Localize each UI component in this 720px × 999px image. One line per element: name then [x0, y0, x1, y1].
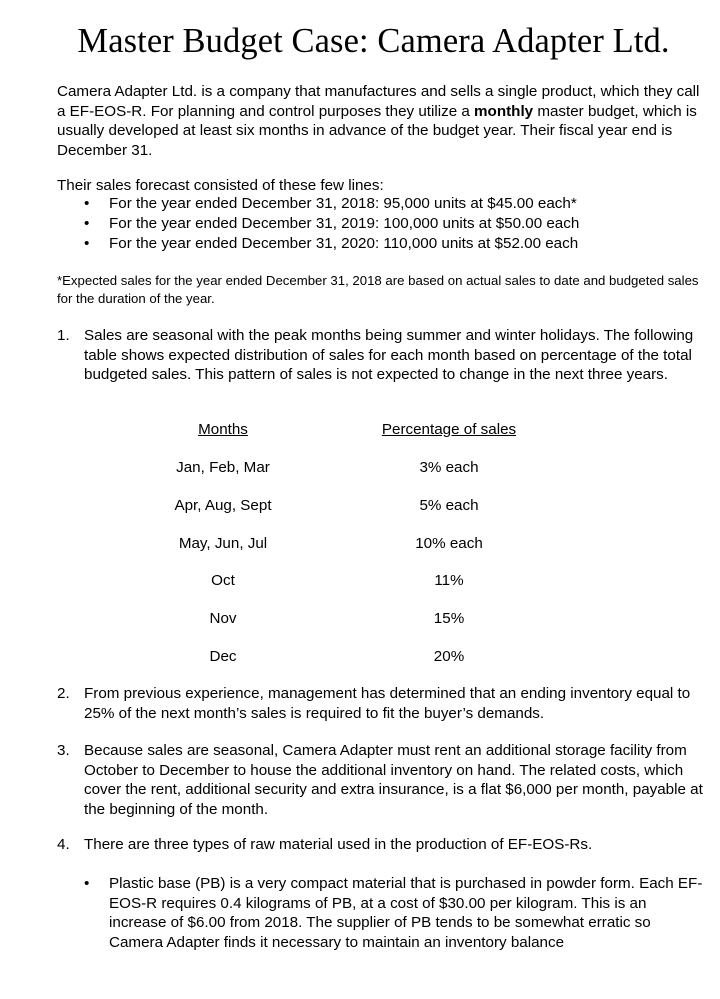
- forecast-line: For the year ended December 31, 2020: 110,000 units at $52.00 each: [109, 235, 579, 253]
- document-title: Master Budget Case: Camera Adapter Ltd.: [77, 22, 670, 60]
- item-number: 1.: [57, 327, 70, 344]
- item-text: From previous experience, management has determined that an ending inventory equal to 25% of the next month’s sales is required to fit the buyer’s demands.: [84, 685, 691, 722]
- table-cell-month: Jan, Feb, Mar: [176, 459, 270, 476]
- numbered-item-2: [57, 684, 707, 723]
- item-number: 4.: [57, 836, 70, 853]
- table-cell-percentage: 5% each: [419, 497, 479, 514]
- bullet-icon: •: [84, 195, 90, 212]
- forecast-footnote: *Expected sales for the year ended December 31, 2018 are based on actual sales to date and budgeted sales for the duration of the year.: [57, 273, 699, 306]
- numbered-item-1: [57, 326, 707, 385]
- list-item: [57, 874, 707, 952]
- item-text: There are three types of raw material used in the production of EF-EOS-Rs.: [84, 836, 593, 853]
- table-cell-month: Nov: [209, 610, 237, 627]
- table-header-months: [140, 421, 306, 438]
- table-cell-percentage: 10% each: [415, 535, 483, 552]
- bullet-icon: •: [84, 875, 90, 892]
- numbered-item-3: [57, 741, 707, 819]
- bullet-icon: •: [84, 235, 90, 253]
- intro-bold-word: monthly: [474, 102, 534, 120]
- forecast-line: For the year ended December 31, 2019: 100,000 units at $50.00 each: [109, 215, 580, 233]
- table-cell-percentage: 3% each: [419, 459, 479, 476]
- forecast-lead: Their sales forecast consisted of these few lines:: [57, 177, 384, 194]
- intro-text-start: Camera Adapter Ltd. is a company that manufactures and sells a single product, which they call a: [57, 83, 700, 120]
- forecast-list: [57, 194, 707, 255]
- table-cell-month: Oct: [211, 572, 235, 589]
- table-cell-month: Apr, Aug, Sept: [174, 497, 272, 514]
- header-label: Percentage of sales: [381, 421, 517, 438]
- table-header-percentage: [348, 421, 550, 438]
- item-number: 3.: [57, 742, 70, 759]
- table-cell-percentage: 20%: [433, 648, 465, 665]
- table-cell-month: May, Jun, Jul: [178, 535, 268, 552]
- forecast-line: For the year ended December 31, 2018: 95,000 units at $45.00 each*: [109, 195, 577, 212]
- material-text: Plastic base (PB) is a very compact material that is purchased in powder form. Each EF-EOS-R requires 0.4 kilograms of PB, at a cost of $30.00 per kilogram. This is an increase of $6.00 from 2018. The supplier of PB tends to be somewhat erratic so Camera Adapter finds it necessary to maintain an inventory balance: [109, 875, 703, 951]
- product-name: EF-EOS-R: [69, 102, 143, 120]
- bullet-icon: •: [84, 215, 90, 233]
- header-label: Months: [198, 421, 248, 438]
- list-item: [57, 214, 707, 234]
- list-item: [57, 234, 707, 254]
- list-item: [57, 194, 707, 214]
- item-text: Sales are seasonal with the peak months being summer and winter holidays. The following table shows expected distribution of sales for each month based on percentage of the total budgeted sales. This pattern of sales is not expected to change in the next three years.: [84, 327, 694, 384]
- material-list: [57, 874, 707, 952]
- item-text: Because sales are seasonal, Camera Adapter must rent an additional storage facility from October to December to house the additional inventory on hand. The related costs, which cover the rent, additional security and extra insurance, is a flat $6,000 per month, payable at the beginning of the month.: [84, 742, 703, 818]
- intro-paragraph: [57, 82, 707, 160]
- table-cell-percentage: 11%: [434, 572, 464, 589]
- table-cell-percentage: 15%: [433, 610, 465, 627]
- table-cell-month: Dec: [209, 648, 237, 665]
- intro-text-middle: . For planning and control purposes they utilize a: [142, 102, 475, 120]
- numbered-item-4: [57, 835, 707, 855]
- intro-text-end: master budget, which is usually developed at least six months in advance of the budget year. Their fiscal year end is December 31.: [57, 102, 697, 159]
- item-number: 2.: [57, 685, 70, 702]
